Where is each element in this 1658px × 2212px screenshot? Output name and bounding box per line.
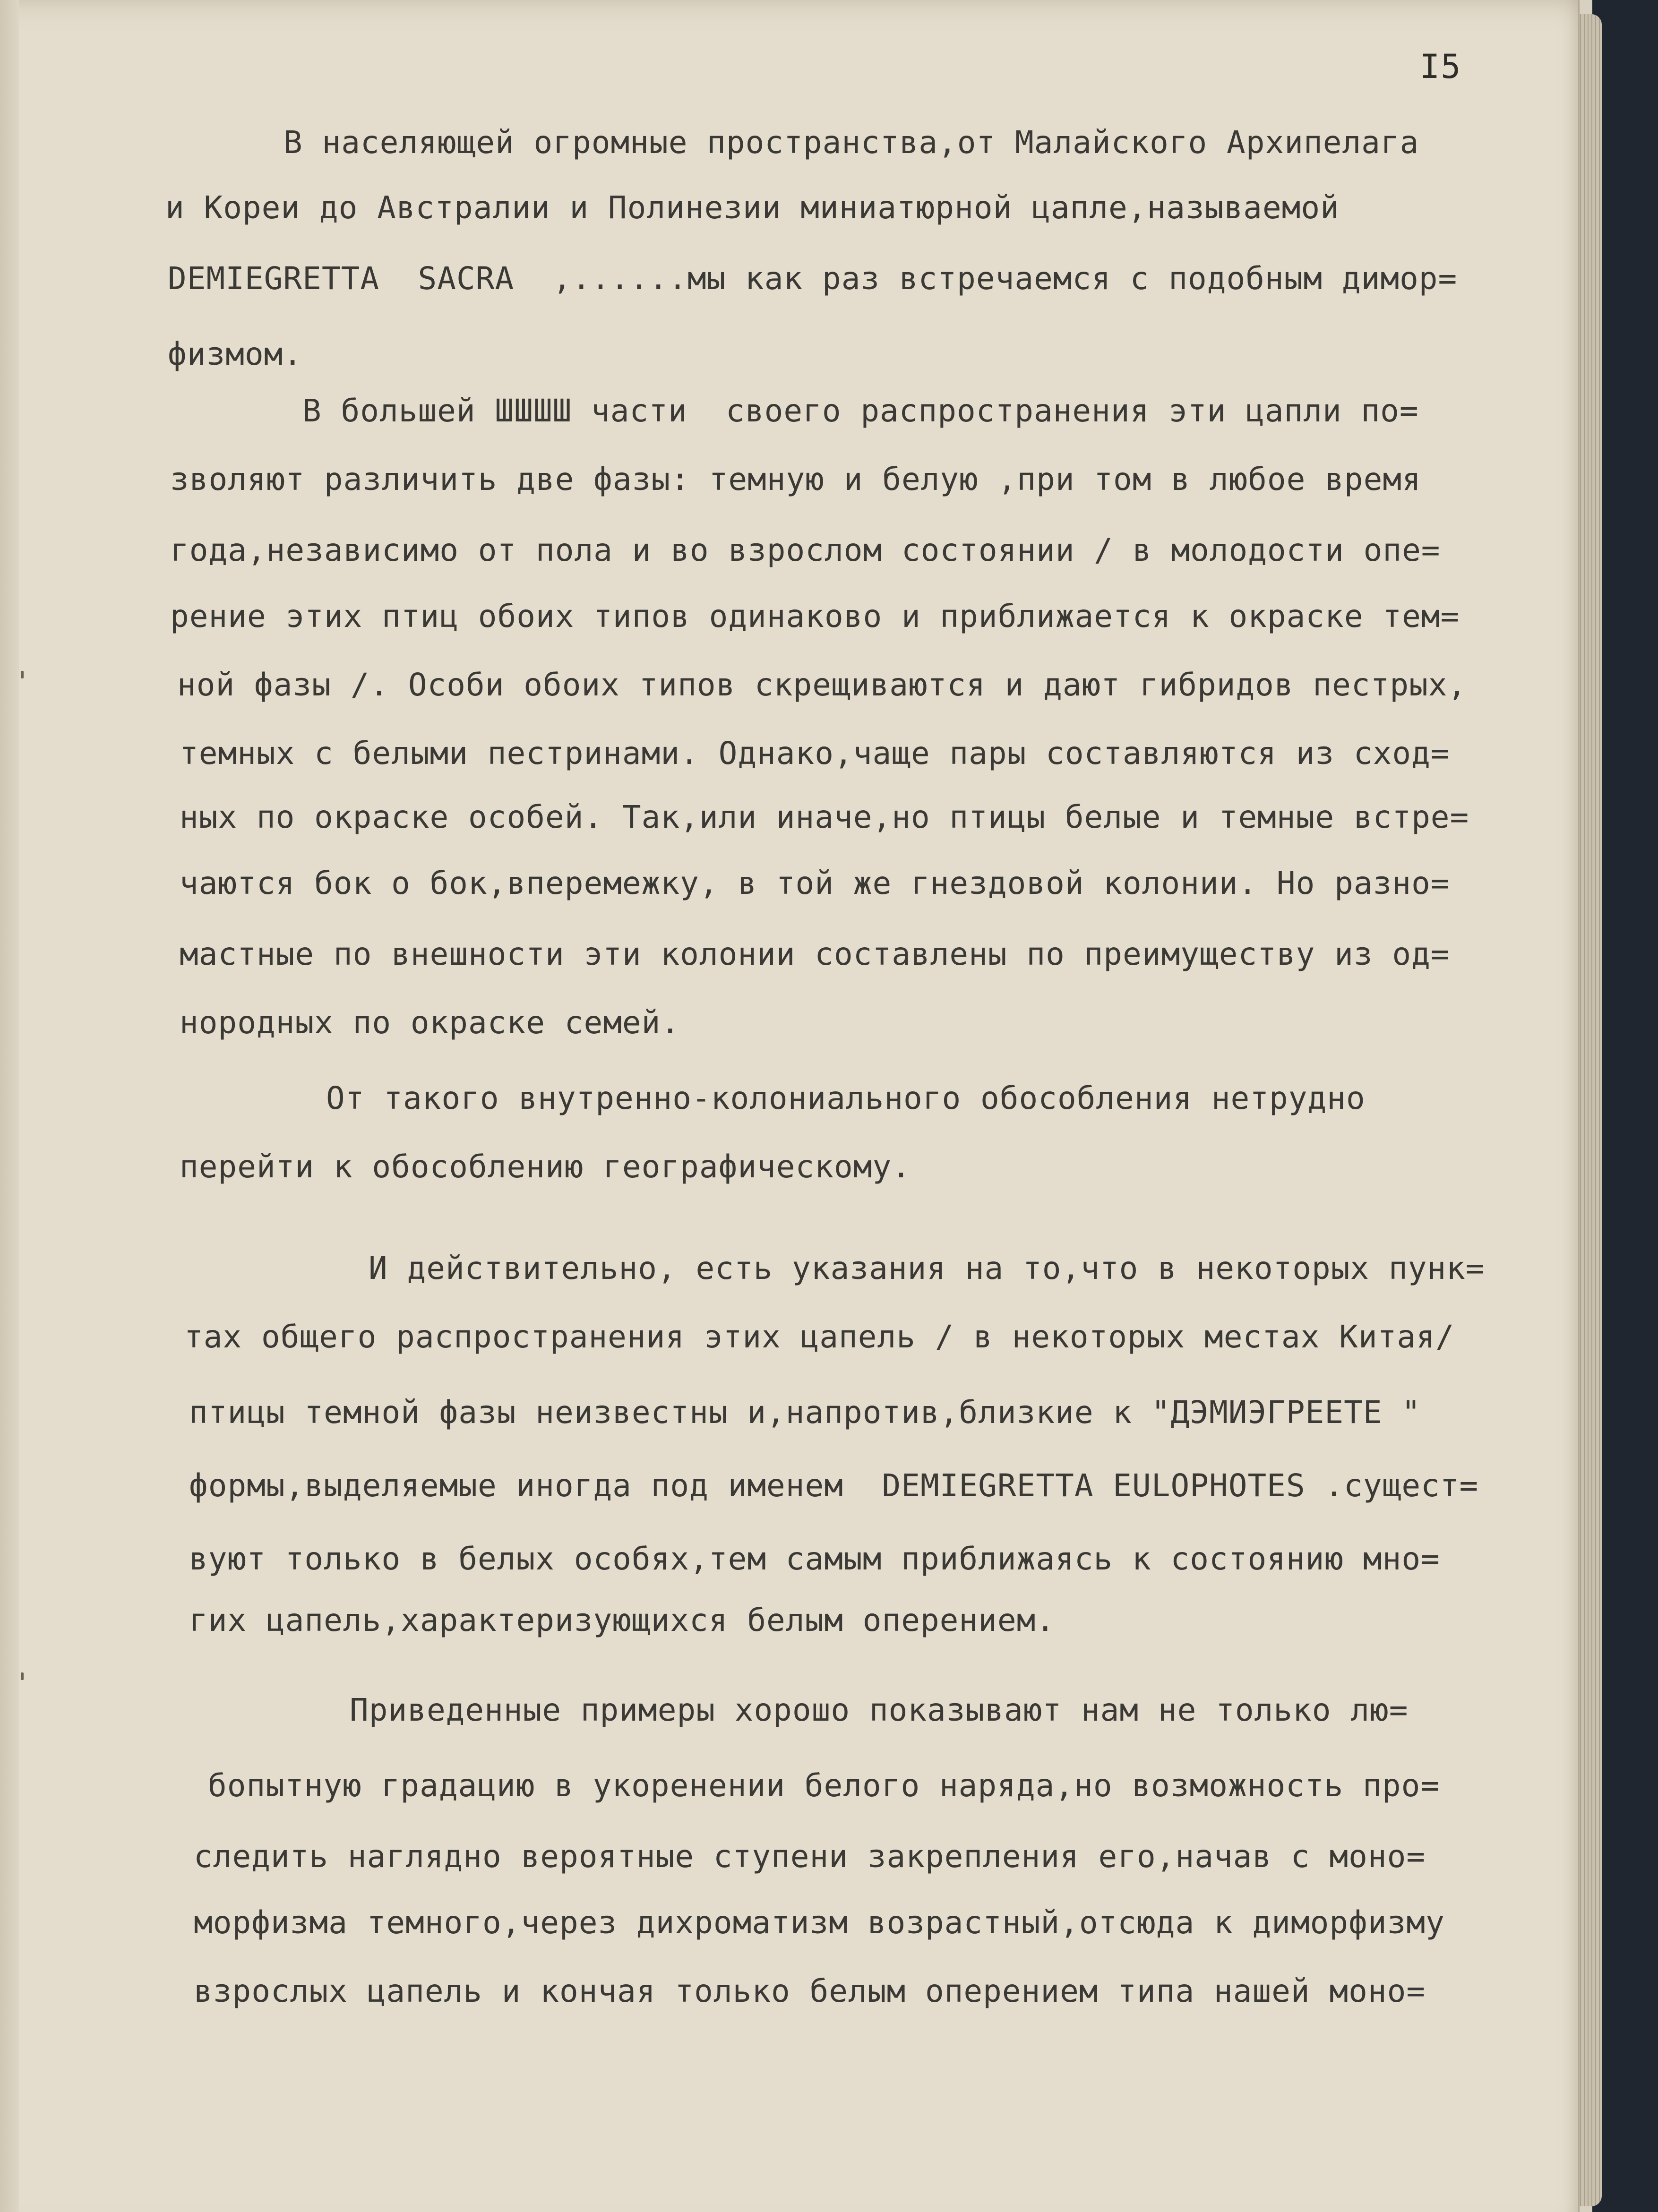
- binding-mark: [21, 671, 24, 678]
- text-line: чаются бок о бок,вперемежку, в той же гнездовой колонии. Но разно=: [180, 865, 1450, 901]
- text-line: темных с белыми пестринами. Однако,чаще пары составляются из сход=: [180, 735, 1450, 772]
- text-line: перейти к обособлению географическому.: [180, 1149, 911, 1185]
- text-line: рение этих птиц обоих типов одинаково и приближается к окраске тем=: [170, 598, 1460, 634]
- text-line: гих цапель,характеризующихся белым оперением.: [189, 1602, 1056, 1638]
- text-line: формы,выделяемые иногда под именем DEMIEGRETTA EULOPHOTES .сущест=: [189, 1467, 1479, 1504]
- text-line: тах общего распространения этих цапель / в некоторых местах Китая/: [184, 1319, 1455, 1355]
- text-line: вуют только в белых особях,тем самым приближаясь к состоянию мно=: [189, 1541, 1440, 1577]
- text-line: От такого внутренно-колониального обособления нетрудно: [326, 1080, 1366, 1116]
- text-line: зволяют различить две фазы: темную и белую ,при том в любое время: [170, 461, 1421, 497]
- text-line: и Кореи до Австралии и Полинезии миниатюрной цапле,называемой: [165, 189, 1340, 226]
- page-number: I5: [1420, 47, 1462, 86]
- binding-edge: [0, 0, 19, 2212]
- text-line: физмом.: [168, 336, 303, 372]
- text-line: В населяющей огромные пространства,от Малайского Архипелага: [283, 124, 1419, 161]
- text-line: ных по окраске особей. Так,или иначе,но птицы белые и темные встре=: [180, 799, 1469, 835]
- text-line: Приведенные примеры хорошо показывают нам не только лю=: [350, 1692, 1409, 1728]
- text-line: мастные по внешности эти колонии составлены по преимуществу из од=: [180, 936, 1450, 972]
- text-line: DEMIEGRETTA SACRA ,......мы как раз встречаемся с подобным димор=: [168, 260, 1458, 297]
- dark-background: [1592, 0, 1658, 2212]
- text-line: бопытную градацию в укоренении белого наряда,но возможность про=: [208, 1767, 1440, 1804]
- text-line: морфизма темного,через дихроматизм возрастный,отсюда к диморфизму: [194, 1904, 1445, 1941]
- text-line: В большей ШШШШ части своего распространения эти цапли по=: [302, 393, 1419, 429]
- text-line: И действительно, есть указания на то,что в некоторых пунк=: [369, 1250, 1485, 1286]
- text-line: птицы темной фазы неизвестны и,напротив,близкие к "ДЭМИЭГРЕЕТЕ ": [189, 1394, 1421, 1431]
- text-line: ной фазы /. Особи обоих типов скрещиваются и дают гибридов пестрых,: [177, 667, 1467, 703]
- text-line: года,независимо от пола и во взрослом состоянии / в молодости опе=: [170, 532, 1441, 568]
- text-line: взрослых цапель и кончая только белым оперением типа нашей моно=: [194, 1973, 1426, 2009]
- binding-mark: [21, 1672, 24, 1680]
- text-line: следить наглядно вероятные ступени закрепления его,начав с моно=: [194, 1838, 1426, 1875]
- text-line: нородных по окраске семей.: [180, 1004, 680, 1041]
